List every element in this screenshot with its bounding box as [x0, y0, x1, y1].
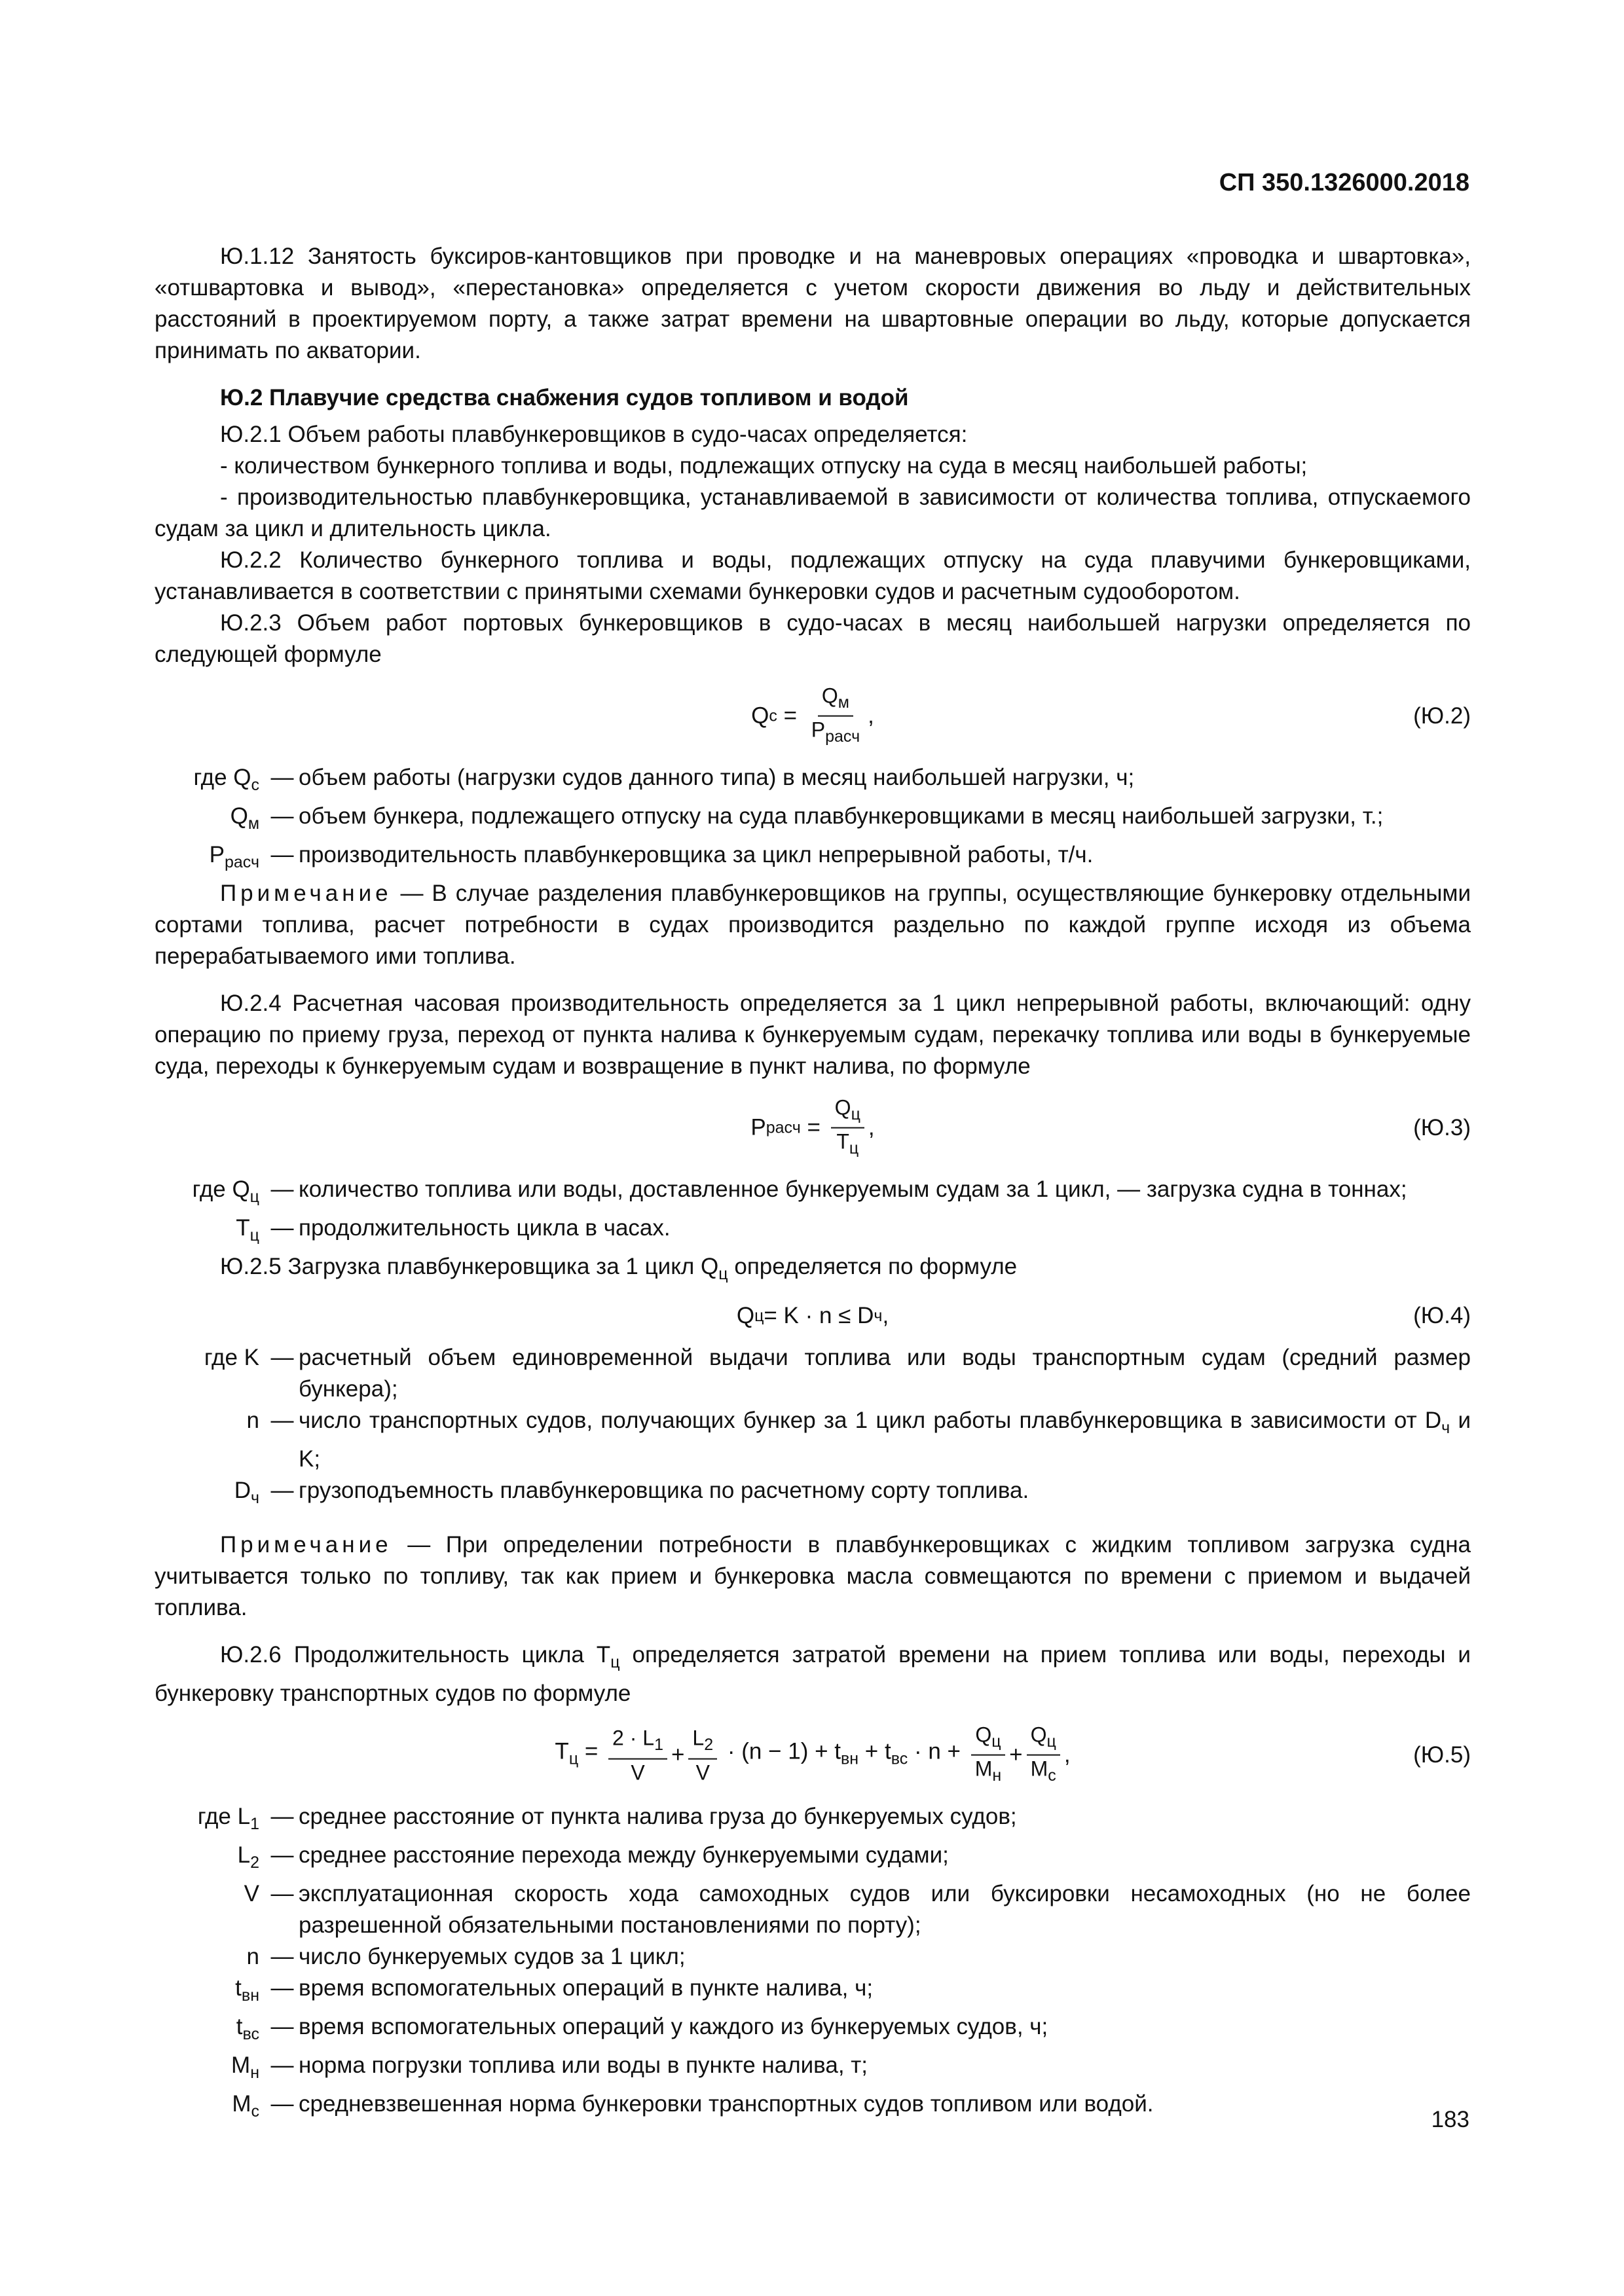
list-item: $t_{вн}$ — время вспомогательных операций в пункте налива, ч;	[235, 1975, 874, 2005]
formula-number: (Ю.4)	[1413, 1303, 1471, 1328]
where-list-y3	[155, 1174, 1471, 1251]
list-item: где K — расчетный объем единовременной выдачи топлива или воды транспортным судам (средний размер бункера);	[204, 1345, 1471, 1402]
list-item: V — эксплуатационная скорость хода самоходных судов или буксировки несамоходных (но не более разрешенной обязательными постановлениями по порту);	[244, 1881, 1471, 1938]
paragraph-y1-12: Ю.1.12 Занятость буксиров-кантовщиков при проводке и на маневровых операциях «проводка и швартовка», «отшвартовка и вывод», «перестановка» определяется с учетом скорости движения во льду и действительных расстояний в проектируемом порту, а также затрат времени на швартовные операции во льду, которые допускается принимать по акватории.	[155, 244, 1471, 363]
paragraph-y2-6: Ю.2.6 Продолжительность цикла $T_ц$ определяется затратой времени на прием топлива или воды, переходы и бункеровку транспортных судов по формуле	[155, 1642, 1471, 1706]
where-list-y4	[155, 1342, 1471, 1514]
paragraph-y2-1: Ю.2.1 Объем работы плавбункеровщиков в судо-часах определяется:	[220, 422, 968, 447]
list-item: n — число бункеруемых судов за 1 цикл;	[246, 1944, 686, 1969]
paragraph-y2-2: Ю.2.2 Количество бункерного топлива и воды, подлежащих отпуску на суда плавучими бункеровщиками, устанавливается в соответствии с принятыми схемами бункеровки судов и расчетным судооборотом.	[155, 547, 1471, 604]
formula-y4: Q ц = K · n ≤ D ч , (Ю.4)	[155, 1296, 1471, 1336]
list-item: n — число транспортных судов, получающих бункер за 1 цикл работы плавбункеровщика в зависимости от $D_ч$ и K;	[246, 1408, 1471, 1472]
section-title: Ю.2 Плавучие средства снабжения судов топливом и водой	[220, 385, 909, 410]
formula-y5: $T_ц$ = $\frac{2 \cdot L_1}{V}$ + $\frac{L_2}{V}$ · $(n - 1) + t_{вн} + t_{вс} \cdot n$ + $\frac{Q_ц}{M_н}$ + $\frac{Q_ц}{M_с}$ , (Ю.5)	[555, 1722, 1471, 1785]
fraction: $\frac{Q_м}{P_{расч}}$	[811, 683, 860, 746]
document-code: СП 350.1326000.2018	[1219, 169, 1469, 196]
list-item: где $Q_ц$ — количество топлива или воды, доставленное бункеруемым судам за 1 цикл, — загрузка судна в тоннах;	[192, 1176, 1407, 1206]
where-list-y5	[155, 1801, 1471, 2127]
list-item: где $L_1$ — среднее расстояние от пункта налива груза до бункеруемых судов;	[197, 1804, 1017, 1833]
page-number: 183	[1431, 2107, 1469, 2132]
list-item: - количеством бункерного топлива и воды, подлежащих отпуску на суда в месяц наибольшей работы;	[220, 453, 1308, 479]
list-item: $D_ч$ — грузоподъемность плавбункеровщика по расчетному сорту топлива.	[234, 1478, 1029, 1507]
list-item: $L_2$ — среднее расстояние перехода между бункеруемыми судами;	[237, 1842, 949, 1872]
list-item: $t_{вс}$ — время вспомогательных операций у каждого из бункеруемых судов, ч;	[236, 2014, 1048, 2043]
formula-number: (Ю.3)	[1413, 1115, 1471, 1140]
list-item: $Q_м$ — объем бункера, подлежащего отпуску на суда плавбункеровщиками в месяц наибольшей загрузки, т.;	[230, 803, 1384, 833]
paragraph-y2-5: Ю.2.5 Загрузка плавбункеровщика за 1 цикл $Q_ц$ определяется по формуле	[220, 1254, 1018, 1283]
list-item: $M_н$ — норма погрузки топлива или воды в пункте налива, т;	[231, 2052, 868, 2082]
formula-y2: Q с = $\frac{Q_м}{P_{расч}}$ , (Ю.2)	[155, 677, 1471, 756]
page-content	[155, 241, 1471, 2127]
list-item: где $Q_с$ — объем работы (нагрузки судов данного типа) в месяц наибольшей нагрузки, ч;	[193, 765, 1135, 794]
list-item: $M_с$ — средневзвешенная норма бункеровки транспортных судов топливом или водой.	[232, 2091, 1154, 2121]
note-2: Примечание — При определении потребности в плавбункеровщиках с жидким топливом загрузка судна учитывается только по топливу, так как прием и бункеровка масла совмещаются по времени с приемом и выдачей топлива.	[155, 1532, 1471, 1620]
fraction: $\frac{Q_ц}{T_ц}$	[831, 1095, 864, 1162]
paragraph-y2-4: Ю.2.4 Расчетная часовая производительность определяется за 1 цикл непрерывной работы, включающий: одну операцию по приему груза, переход от пункта налива к бункеруемым судам, перекачку топлива или воды в бункеруемые суда, переходы к бункеруемым судам и возвращение в пункт налива, по формуле	[155, 991, 1471, 1079]
formula-number: (Ю.2)	[1413, 703, 1471, 729]
paragraph-y2-3: Ю.2.3 Объем работ портовых бункеровщиков в судо-часах в месяц наибольшей нагрузки определяется по следующей формуле	[155, 610, 1471, 667]
note-1: Примечание — В случае разделения плавбункеровщиков на группы, осуществляющие бункеровку отдельными сортами топлива, расчет потребности в судах производится раздельно по каждой группе исходя из объема перерабатываемого ими топлива.	[155, 881, 1471, 969]
list-item: $P_{расч}$ — производительность плавбункеровщика за цикл непрерывной работы, т/ч.	[209, 842, 1094, 871]
formula-number: (Ю.5)	[1413, 1742, 1471, 1768]
list-item: $T_ц$ — продолжительность цикла в часах.	[236, 1215, 671, 1245]
list-item: - производительностью плавбункеровщика, устанавливаемой в зависимости от количества топлива, отпускаемого судам за цикл и длительность цикла.	[155, 484, 1471, 541]
where-list-y2	[155, 762, 1471, 878]
formula-y3: P расч = $\frac{Q_ц}{T_ц}$ , (Ю.3)	[155, 1089, 1471, 1167]
